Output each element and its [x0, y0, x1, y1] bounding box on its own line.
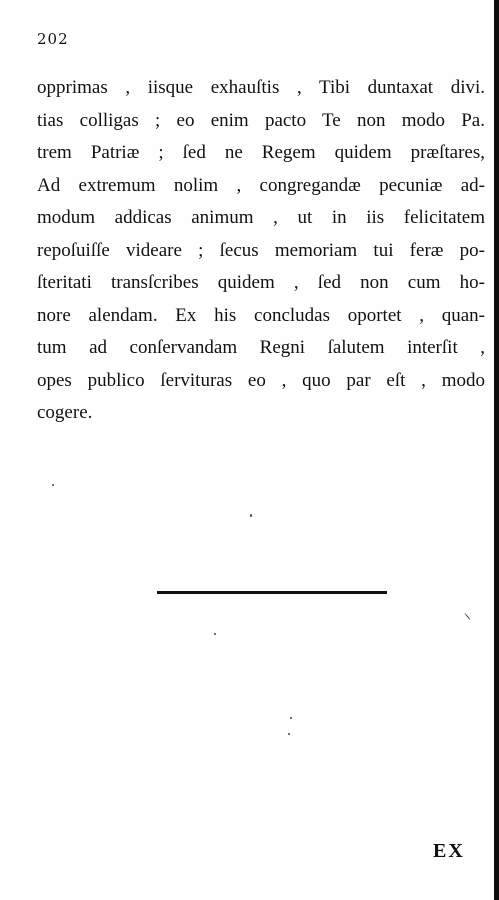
print-speck — [250, 514, 252, 517]
text-line: tum ad conſervandam Regni ſalutem interſit , — [37, 337, 485, 358]
text-line: Ad extremum nolim , congregandæ pecuniæ ad- — [37, 174, 485, 196]
print-speck — [464, 613, 471, 621]
text-line: cogere. — [37, 402, 93, 423]
print-speck — [288, 733, 290, 735]
page-edge-shadow — [494, 0, 499, 900]
print-speck — [214, 633, 216, 635]
print-speck — [52, 484, 54, 486]
text-line: nore alendam. Ex his concludas oportet , quan- — [37, 304, 485, 326]
text-line: repoſuiſſe videare ; ſecus memoriam tui feræ po- — [37, 239, 485, 261]
body-text — [37, 72, 485, 430]
print-speck — [290, 717, 292, 719]
text-line: tias colligas ; eo enim pacto Te non modo Pa. — [37, 109, 485, 131]
section-divider-rule — [157, 591, 387, 594]
text-line: opprimas , iisque exhauſtis , Tibi duntaxat divi. — [37, 77, 485, 98]
page-number: 202 — [37, 30, 69, 48]
text-line: trem Patriæ ; ſed ne Regem quidem præſtares, — [37, 142, 485, 163]
text-line: opes publico ſervituras eo , quo par eſt , modo — [37, 369, 485, 391]
text-line: modum addicas animum , ut in iis felicitatem — [37, 207, 485, 228]
catchword: EX — [433, 840, 465, 862]
text-line: ſteritati transſcribes quidem , ſed non cum ho- — [37, 272, 485, 293]
